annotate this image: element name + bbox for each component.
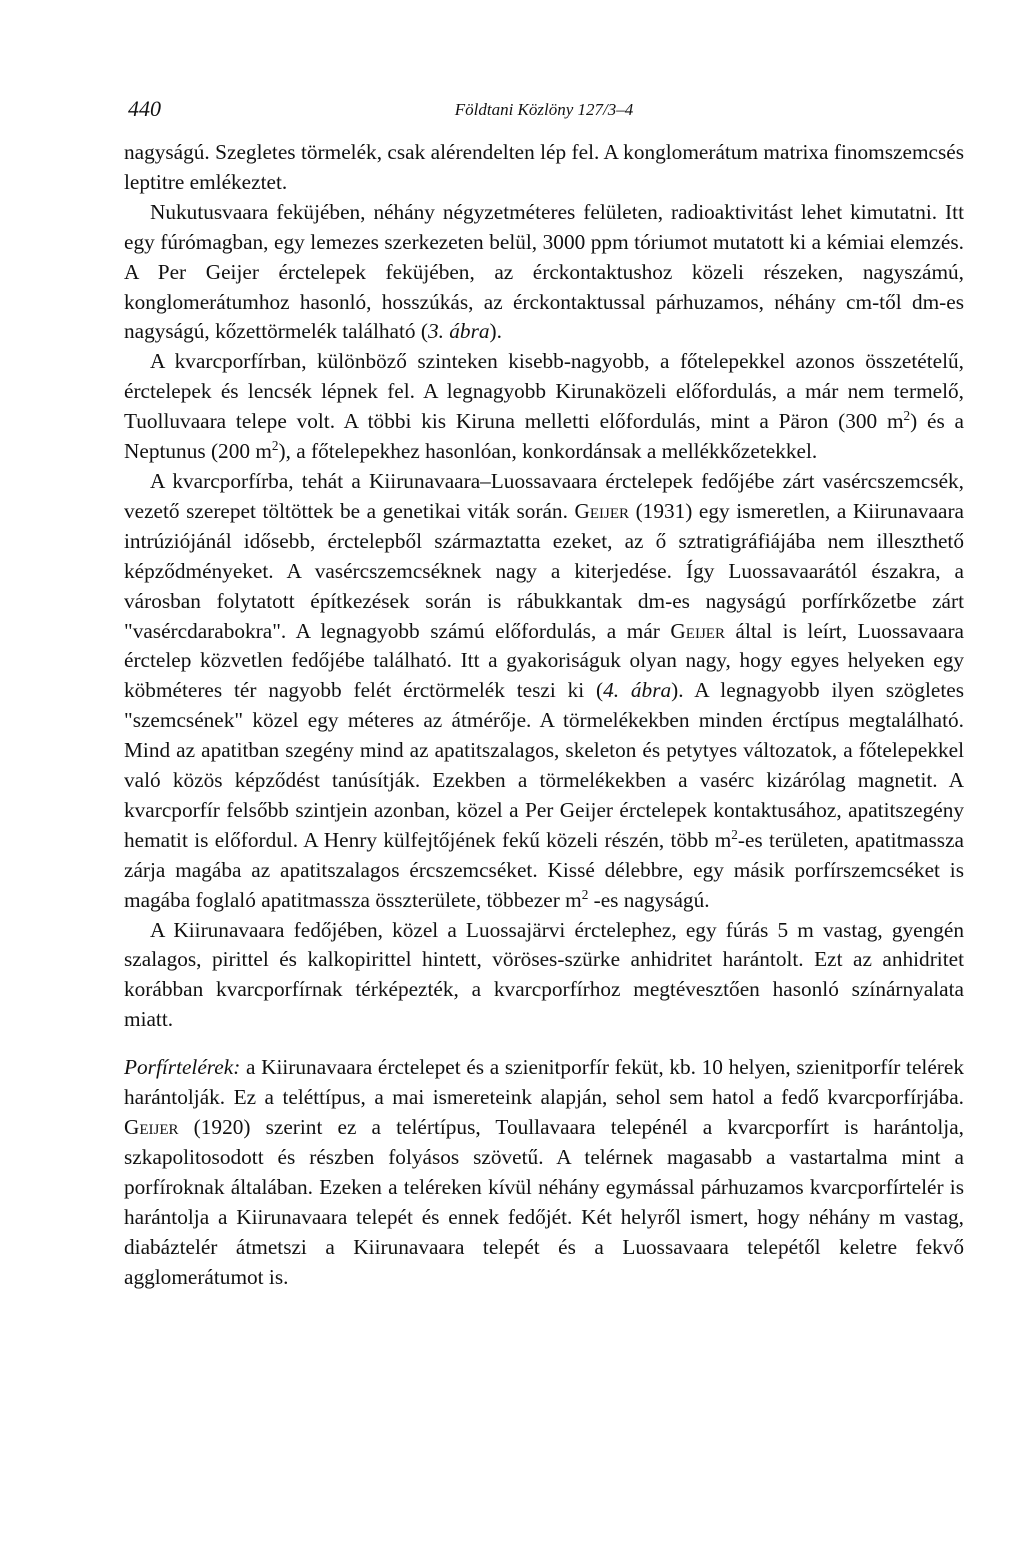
running-header (124, 96, 964, 126)
text-segment: Porfírtelérek: (124, 1055, 241, 1080)
paragraph-2 (124, 198, 964, 348)
page-number: 440 (128, 96, 161, 121)
text-segment: 2 (271, 437, 279, 453)
text-segment: -es nagyságú. (588, 887, 710, 912)
paragraph-4 (124, 467, 964, 916)
text-segment: által is leírt, Luossavaara érctelep közvetlen fedőjébe található. Itt a gyakoriságuk olyan nagy, hogy egyes helyeken egy köbméteres tér nagyobb felét érctörmelék teszi ki ( (124, 618, 964, 703)
text-segment: Geijer (124, 1115, 179, 1139)
text-segment: ). (489, 319, 502, 344)
body-text (124, 138, 964, 1292)
text-segment: 2 (731, 826, 738, 842)
text-segment: Geijer (574, 498, 630, 523)
document-page (124, 96, 964, 1292)
paragraph-1 (124, 138, 964, 198)
paragraph-3 (124, 347, 964, 467)
text-segment: ). A legnagyobb ilyen szögletes "szemcsének" közel egy méteres az átmérője. A törmelékekben minden érctípus megtalálható. Mind az apatitban szegény mind az apatitszalagos, skeleton és petytyes változatok, a főtelepekkel való közös képződést tanúsítják. Ezekben a törmelékekben a vasérc kizárólag magnetit. A kvarcporfír felsőbb szintjein azonban, közel a Per Geijer érctelepek kontaktusához, apatitszegény hematit is előfordul. A Henry külfejtőjének fekű közeli részén, több m (124, 678, 964, 852)
paragraph-5 (124, 916, 964, 1036)
text-segment: nagyságú. Szegletes törmelék, csak alérendelten lép fel. A konglomerátum matrixa finomszemcsés leptitre emlékeztet. (124, 140, 964, 194)
text-segment: (1931) egy ismeretlen, a Kiirunavaara intrúziójánál idősebb, érctelepből származtatta ezeket, az ő sztratigráfiájába nem illeszthető képződményeket. A vasércszemcséknek nagy a kiterjedése. Így Luossavaarától északra, a városban folytatott építkezések során is rábukkantak dm-es nagyságú porfírkőzetbe zárt "vasércdarabokra". A legnagyobb számú előfordulás, a már (124, 498, 964, 643)
text-segment: (1920) szerint ez a telértípus, Toullavaara telepénél a kvarcporfírt is harántolja, szkapolitosodott és részben folyásos szövetű. A telérnek magasabb a vastartalma mint a porfíroknak általában. Ezeken a teléreken kívül néhány egymással párhuzamos kvarcporfírtelér is harántolja a Kiirunavaara telepét és ennek fedőjét. Két helyről ismert, hogy néhány m vastag, diabáztelér átmetszi a Kiirunavaara telepét és a Luossavaara telepétől keletre fekvő agglomerátumot is. (124, 1115, 964, 1289)
text-segment: ) és a Neptunus (200 m (124, 409, 964, 464)
text-segment: 3. ábra (427, 319, 490, 344)
text-segment: 2 (903, 407, 911, 423)
text-segment: A kvarcporfírba, tehát a Kiirunavaara–Luossavaara érctelepek fedőjébe zárt vasércszemcsék, vezető szerepet töltöttek be a genetikai viták során. (124, 468, 964, 523)
text-segment: A Kiirunavaara fedőjében, közel a Luossajärvi érctelephez, egy fúrás 5 m vastag, gyengén szalagos, pirittel és kalkopirittel hintett, vöröses-szürke anhidritet harántolt. Ezt az anhidritet korábban kvarcporfírnak térképezték, a kvarcporfírhoz megtévesztően hasonló színárnyalata miatt. (124, 917, 964, 1032)
paragraph-6 (124, 1053, 964, 1292)
text-segment: 4. ábra (603, 678, 672, 703)
journal-title: Földtani Közlöny 127/3–4 (454, 100, 634, 119)
text-segment: A kvarcporfírban, különböző szinteken kisebb-nagyobb, a főtelepekkel azonos összetételű, érctelepek és lencsék lépnek fel. A legnagyobb Kirunaközeli előfordulás, a már nem termelő, Tuolluvaara telepe volt. A többi kis Kiruna melletti előfordulás, mint a Päron (300 m (124, 349, 964, 434)
text-segment: ), a főtelepekhez hasonlóan, konkordánsak a mellékkőzetekkel. (278, 439, 818, 464)
text-segment: a Kiirunavaara érctelepet és a szienitporfír feküt, kb. 10 helyen, szienitporfír telérek harántolják. Ez a teléttípus, a mai ismereteink alapján, sehol sem hatol a fedő kvarcporfírjába. (124, 1055, 964, 1110)
text-segment: -es területen, apatitmassza zárja magába az apatitszalagos ércszemcséket. Kissé délebbre, egy másik porfírszemcséket is magába foglaló apatitmassza összterülete, többezer m (124, 827, 964, 912)
text-segment: Geijer (670, 618, 725, 643)
text-segment: 2 (581, 886, 589, 902)
text-segment: Nukutusvaara feküjében, néhány négyzetméteres felületen, radioaktivitást lehet kimutatni. Itt egy fúrómagban, egy lemezes szerkezeten belül, 3000 ppm tóriumot mutatott ki a kémiai elemzés. A Per Geijer érctelepek feküjében, az érckontaktushoz közeli részeken, nagyszámú, konglomerátumhoz hasonló, hosszúkás, az érckontaktussal párhuzamos, néhány cm-től dm-es nagyságú, kőzettörmelék található ( (124, 199, 964, 344)
